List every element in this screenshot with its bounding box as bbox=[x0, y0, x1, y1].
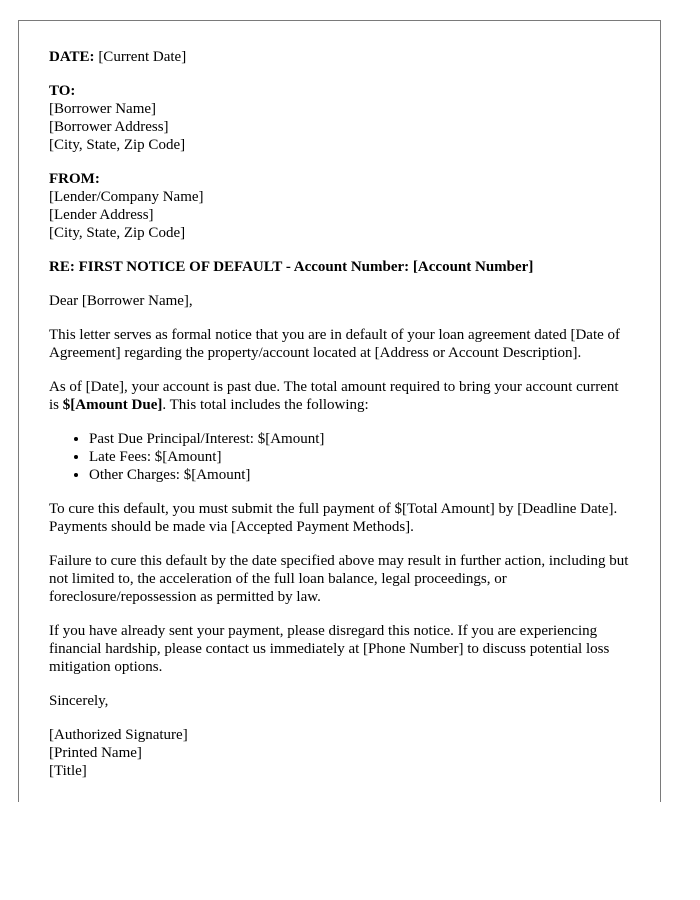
default-notice-paragraph: This letter serves as formal notice that you are in default of your loan agreement dated [Date of Agreement] regarding the property/account located at [Address or Account Description]. bbox=[49, 327, 621, 361]
amount-due-outro: . This total includes the following: bbox=[162, 397, 369, 413]
signer-title: [Title] bbox=[49, 763, 87, 779]
salutation: Dear [Borrower Name], bbox=[49, 293, 193, 309]
cure-paragraph: To cure this default, you must submit the full payment of $[Total Amount] by [Deadline Date]. Payments should be made via [Accepted Payment Methods]. bbox=[49, 501, 618, 535]
sender-block bbox=[49, 170, 630, 242]
consequences-paragraph: Failure to cure this default by the date specified above may result in further action, including but not limited to, the acceleration of the full loan balance, legal proceedings, or foreclosure/repossession as permitted by law. bbox=[49, 553, 629, 605]
amount-due-paragraph bbox=[49, 378, 630, 414]
list-item: • Past Due Principal/Interest: $[Amount] bbox=[89, 430, 630, 448]
signature-block bbox=[49, 726, 630, 780]
to-label: TO: bbox=[49, 83, 76, 99]
closing: Sincerely, bbox=[49, 693, 109, 709]
amount-due-value: $[Amount Due] bbox=[62, 397, 163, 413]
printed-name: [Printed Name] bbox=[49, 745, 142, 761]
charges-list bbox=[49, 430, 630, 484]
default-notice-letter bbox=[18, 20, 661, 802]
subject-line bbox=[49, 258, 630, 276]
borrower-name: [Borrower Name] bbox=[49, 101, 157, 117]
lender-address: [Lender Address] bbox=[49, 207, 154, 223]
from-label: FROM: bbox=[49, 171, 100, 187]
subject-text: RE: FIRST NOTICE OF DEFAULT - Account Number: [Account Number] bbox=[49, 259, 534, 275]
date-value: [Current Date] bbox=[98, 49, 187, 65]
recipient-block bbox=[49, 82, 630, 154]
date-label: DATE: bbox=[49, 49, 95, 65]
lender-city-state-zip: [City, State, Zip Code] bbox=[49, 225, 186, 241]
hardship-paragraph: If you have already sent your payment, please disregard this notice. If you are experiencing financial hardship, please contact us immediately at [Phone Number] to discuss potential loss mitigation options. bbox=[49, 623, 610, 675]
amount-due-intro: As of [Date], your account is past due. The total amount required to bring your account current is bbox=[49, 379, 619, 413]
list-item: • Late Fees: $[Amount] bbox=[89, 448, 630, 466]
list-item: • Other Charges: $[Amount] bbox=[89, 466, 630, 484]
borrower-address: [Borrower Address] bbox=[49, 119, 169, 135]
borrower-city-state-zip: [City, State, Zip Code] bbox=[49, 137, 186, 153]
lender-name: [Lender/Company Name] bbox=[49, 189, 204, 205]
date-line bbox=[49, 48, 630, 66]
authorized-signature: [Authorized Signature] bbox=[49, 727, 188, 743]
